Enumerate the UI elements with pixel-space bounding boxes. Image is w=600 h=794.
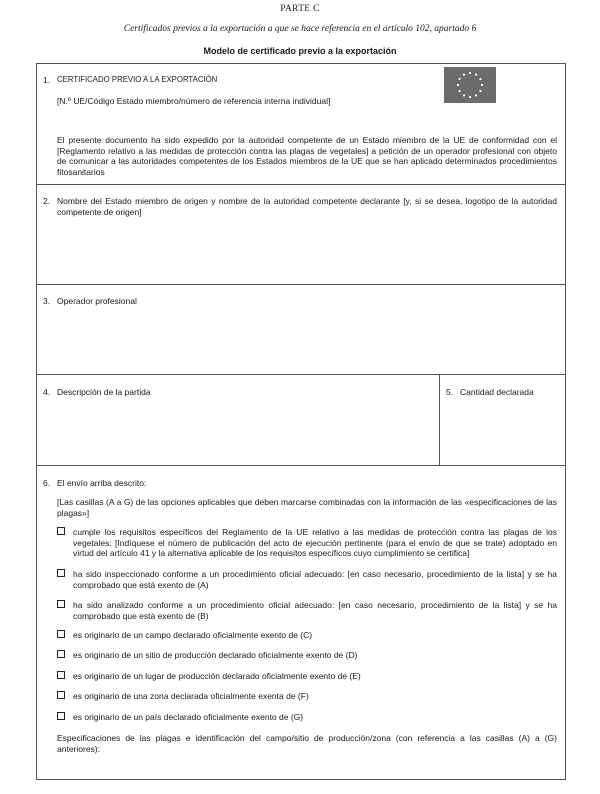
option-text: es originario de un campo declarado oficialmente exento de (C)	[73, 630, 313, 640]
reference-title: Certificados previos a la exportación a que se hace referencia en el artículo 102, apartado 6	[123, 24, 477, 34]
part-title: PARTE C	[280, 4, 320, 14]
pest-specifications-label: Especificaciones de las plagas e identificación del campo/sitio de producción/zona (con referencia a las casillas (A) a (G) anteriores):	[57, 733, 557, 754]
box-number: 3.	[43, 296, 51, 306]
box-number: 4.	[43, 387, 51, 397]
checkbox[interactable]	[57, 712, 65, 720]
reference-number-line: [N.º UE/Código Estado miembro/número de referencia interna individual]	[57, 96, 331, 106]
box-number: 2.	[43, 196, 51, 206]
checkbox[interactable]	[57, 671, 65, 679]
certificate-form	[36, 63, 566, 780]
checkbox[interactable]	[57, 569, 65, 577]
declared-quantity-label: Cantidad declarada	[460, 387, 534, 397]
box-number: 5.	[446, 387, 454, 397]
consignment-description-label: Descripción de la partida	[57, 387, 151, 397]
box-3-operator	[37, 285, 565, 375]
option-text: ha sido inspeccionado conforme a un procedimiento oficial adecuado: [en caso necesario, procedimiento de la lista] y se ha comprobado que está exento de (A)	[73, 569, 557, 590]
checkbox-instruction: [Las casillas (A a G) de las opciones aplicables que deben marcarse combinadas con la información de las «especificaciones de las plagas»]	[57, 497, 557, 518]
column-divider	[439, 375, 440, 466]
box-2-member-state	[37, 185, 565, 285]
certificate-title: CERTIFICADO PREVIO A LA EXPORTACIÓN	[57, 75, 218, 84]
option-text: es originario de un país declarado oficialmente exento de (G)	[73, 712, 304, 722]
checkbox[interactable]	[57, 691, 65, 699]
eu-flag-icon	[444, 67, 496, 103]
option-text: es originario de un lugar de producción declarado oficialmente exento de (E)	[73, 671, 361, 681]
box-number: 6.	[43, 478, 51, 488]
checkbox[interactable]	[57, 650, 65, 658]
operator-label: Operador profesional	[57, 296, 137, 306]
checkbox[interactable]	[57, 630, 65, 638]
model-title: Modelo de certificado previo a la exportación	[203, 46, 397, 56]
checkbox[interactable]	[57, 600, 65, 608]
option-text: cumple los requisitos específicos del Reglamento de la UE relativo a las medidas de protección contra las plagas de los vegetales: [Indíquese el número de publicación del acto de ejecución pertinente (para el envío de que se trate) adoptado en virtud del artículo 41 y la alternativa aplicable de los requisitos específicos cuyo cumplimiento se certifica]	[73, 527, 557, 559]
option-text: es originario de una zona declarada oficialmente exenta de (F)	[73, 691, 309, 701]
box-6-declaration	[37, 466, 565, 780]
box-number: 1.	[43, 75, 51, 85]
option-text: ha sido analizado conforme a un procedimiento oficial adecuado: [en caso necesario, procedimiento de la lista] y se ha comprobado que está exento de (B)	[73, 600, 557, 621]
certificate-statement: El presente documento ha sido expedido por la autoridad competente de un Estado miembro de la UE de conformidad con el [Reglamento relativo a las medidas de protección contra las plagas de vegetales] a petición de un operador profesional con objeto de comunicar a las autoridades competentes de los Estados miembros de la UE que se han aplicado determinados procedimientos fitosanitarios	[57, 135, 557, 177]
box-1-certificate-header	[37, 64, 565, 185]
option-text: es originario de un sitio de producción declarado oficialmente exento de (D)	[73, 650, 358, 660]
checkbox[interactable]	[57, 527, 65, 535]
member-state-label: Nombre del Estado miembro de origen y nombre de la autoridad competente declarante [y, si se desea, logotipo de la autoridad competente de origen]	[57, 196, 557, 217]
box-4-5-consignment	[37, 375, 565, 466]
declaration-label: El envío arriba descrito:	[57, 478, 147, 488]
